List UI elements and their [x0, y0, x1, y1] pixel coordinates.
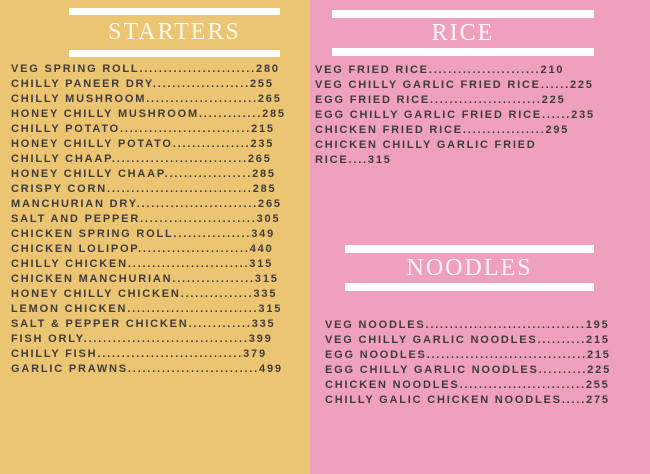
item-price: 335: [253, 288, 278, 300]
dot-leader: .........................: [127, 258, 250, 270]
rice-header: [310, 0, 650, 56]
menu-item: [11, 242, 310, 257]
dot-leader: ............................: [111, 153, 248, 165]
item-price: 440: [249, 243, 274, 255]
menu-item: [325, 333, 650, 348]
item-price: 265: [257, 93, 282, 105]
menu-item: [11, 362, 310, 377]
right-column: [310, 0, 650, 474]
rice-bar-top: [332, 10, 594, 18]
menu-item: [11, 272, 310, 287]
menu-item: [11, 197, 310, 212]
item-name: CHILLY GALIC CHICKEN NOODLES: [325, 394, 562, 406]
item-name: CHILLY CHAAP: [11, 153, 112, 165]
item-price: 215: [586, 334, 610, 346]
item-name: CRISPY CORN: [11, 183, 107, 195]
item-name: CHILLY FISH: [11, 348, 98, 360]
rice-bar-bottom: [332, 48, 594, 56]
item-name: EGG CHILLY GARLIC NOODLES: [325, 364, 539, 376]
menu-item: [315, 93, 650, 108]
menu-item: [11, 137, 310, 152]
menu-item: [11, 167, 310, 182]
dot-leader: .......................: [138, 243, 250, 255]
item-name: CHICKEN SPRING ROLL: [11, 228, 174, 240]
rice-list: [315, 63, 650, 168]
dot-leader: .................: [462, 124, 546, 136]
dot-leader: ..............................: [97, 348, 244, 360]
item-name: SALT & PEPPER CHICKEN: [11, 318, 189, 330]
dot-leader: .............: [188, 318, 252, 330]
dot-leader: ...........................: [119, 123, 252, 135]
dot-leader: ........................: [140, 213, 257, 225]
item-price: 280: [256, 63, 280, 75]
menu-item: [325, 378, 650, 393]
item-name: MANCHURIAN DRY: [11, 198, 137, 210]
menu-item: [11, 182, 310, 197]
item-name: HONEY CHILLY CHICKEN: [11, 288, 181, 300]
dot-leader: ...............: [180, 288, 254, 300]
dot-leader: ..................................: [83, 333, 249, 345]
item-name: CHILLY CHICKEN: [11, 258, 128, 270]
item-name: VEG SPRING ROLL: [11, 63, 140, 75]
item-name: EGG CHILLY GARLIC FRIED RICE: [315, 109, 543, 121]
item-name: LEMON CHICKEN: [11, 303, 128, 315]
noodles-bar-bottom: [345, 283, 594, 291]
menu-item: [11, 122, 310, 137]
dot-leader: .................................: [425, 319, 586, 331]
dot-leader: ......: [540, 79, 570, 91]
dot-leader: ......: [542, 109, 572, 121]
menu-item: [325, 348, 650, 363]
item-price: 215: [586, 349, 611, 361]
item-name: CHICKEN MANCHURIAN: [11, 273, 173, 285]
item-price: 235: [250, 138, 275, 150]
item-price: 305: [256, 213, 281, 225]
dot-leader: ................: [172, 138, 251, 150]
item-price: 265: [258, 198, 282, 210]
menu-item: [11, 257, 310, 272]
item-price: 255: [249, 78, 274, 90]
item-name: CHICKEN LOLIPOP: [11, 243, 139, 255]
menu-item: [11, 62, 310, 77]
menu-item: [11, 287, 310, 302]
menu-item: [11, 107, 310, 122]
dot-leader: ...........................: [127, 303, 259, 315]
dot-leader: ....: [348, 154, 368, 166]
item-price: 295: [545, 124, 570, 136]
item-price: 275: [586, 394, 610, 406]
item-price: 225: [541, 94, 566, 106]
item-price: 285: [252, 183, 277, 195]
item-name: CHILLY PANEER DRY: [11, 78, 153, 90]
item-price: 399: [248, 333, 273, 345]
menu-item: [11, 77, 310, 92]
item-name: CHICKEN NOODLES: [325, 379, 460, 391]
dot-leader: ........................: [139, 63, 257, 75]
menu-item: [11, 92, 310, 107]
item-price: 315: [258, 303, 283, 315]
dot-leader: .................................: [426, 349, 587, 361]
item-name: VEG CHILLY GARLIC NOODLES: [325, 334, 538, 346]
dot-leader: .........................: [136, 198, 259, 210]
item-price: 235: [571, 109, 595, 121]
dot-leader: .....: [561, 394, 587, 406]
item-price: 215: [251, 123, 275, 135]
menu-item: [11, 227, 310, 242]
menu-item: [315, 108, 650, 123]
dot-leader: ..............................: [107, 183, 253, 195]
noodles-title: NOODLES: [406, 255, 533, 281]
item-price: 210: [540, 64, 565, 76]
starters-header: [0, 0, 310, 57]
dot-leader: .................: [172, 273, 255, 285]
dot-leader: .......................: [430, 94, 542, 106]
item-price: 255: [585, 379, 610, 391]
item-name: CHILLY MUSHROOM: [11, 93, 147, 105]
menu-item: [11, 317, 310, 332]
starters-bar-bottom: [69, 50, 280, 57]
item-price: 315: [254, 273, 279, 285]
item-name: GARLIC PRAWNS: [11, 363, 128, 375]
item-name: FISH ORLY: [11, 333, 84, 345]
dot-leader: .......................: [428, 64, 541, 76]
item-price: 315: [249, 258, 274, 270]
menu-item: [315, 123, 650, 138]
item-name: VEG FRIED RICE: [315, 64, 429, 76]
menu-item: [325, 363, 650, 378]
menu-item: [325, 318, 650, 333]
item-name: HONEY CHILLY CHAAP: [11, 168, 165, 180]
item-name: SALT AND PEPPER: [11, 213, 141, 225]
noodles-bar-top: [345, 245, 594, 253]
dot-leader: ..........: [537, 334, 587, 346]
item-name: HONEY CHILLY MUSHROOM: [11, 108, 199, 120]
item-price: 315: [367, 154, 392, 166]
menu-item: [11, 212, 310, 227]
dot-leader: ..........: [538, 364, 588, 376]
starters-title: STARTERS: [108, 19, 241, 45]
menu-item: [11, 302, 310, 317]
item-name: HONEY CHILLY POTATO: [11, 138, 173, 150]
menu-item: [315, 63, 650, 78]
item-price: 265: [247, 153, 272, 165]
dot-leader: ...........................: [127, 363, 260, 375]
item-price: 225: [569, 79, 594, 91]
menu-item: [11, 347, 310, 362]
noodles-header: [310, 168, 650, 291]
dot-leader: ..................: [164, 168, 253, 180]
starters-section: [0, 0, 310, 474]
item-name: EGG NOODLES: [325, 349, 427, 361]
starters-bar-top: [69, 8, 280, 15]
dot-leader: ................: [173, 228, 252, 240]
dot-leader: .......................: [146, 93, 258, 105]
dot-leader: .............: [198, 108, 263, 120]
menu-item: [11, 152, 310, 167]
menu-item: [11, 332, 310, 347]
item-price: 499: [259, 363, 283, 375]
item-name: VEG CHILLY GARLIC FRIED RICE: [315, 79, 541, 91]
item-price: 285: [252, 168, 276, 180]
item-name: VEG NOODLES: [325, 319, 426, 331]
rice-title: RICE: [431, 20, 495, 46]
dot-leader: ..........................: [459, 379, 586, 391]
menu-item: [315, 138, 650, 153]
menu-item: [315, 153, 650, 168]
item-price: 349: [251, 228, 276, 240]
starters-list: [11, 62, 310, 377]
menu-item: [315, 78, 650, 93]
item-name: CHICKEN FRIED RICE: [315, 124, 463, 136]
item-price: 379: [243, 348, 267, 360]
item-price: 335: [251, 318, 276, 330]
item-name: EGG FRIED RICE: [315, 94, 431, 106]
item-name: CHILLY POTATO: [11, 123, 120, 135]
item-price: 285: [262, 108, 286, 120]
item-price: 225: [587, 364, 612, 376]
noodles-list: [325, 318, 650, 408]
menu-item: [325, 393, 650, 408]
item-price: 195: [585, 319, 610, 331]
item-name: RICE: [315, 154, 349, 166]
dot-leader: ....................: [152, 78, 250, 90]
item-name: CHICKEN CHILLY GARLIC FRIED: [315, 139, 537, 151]
